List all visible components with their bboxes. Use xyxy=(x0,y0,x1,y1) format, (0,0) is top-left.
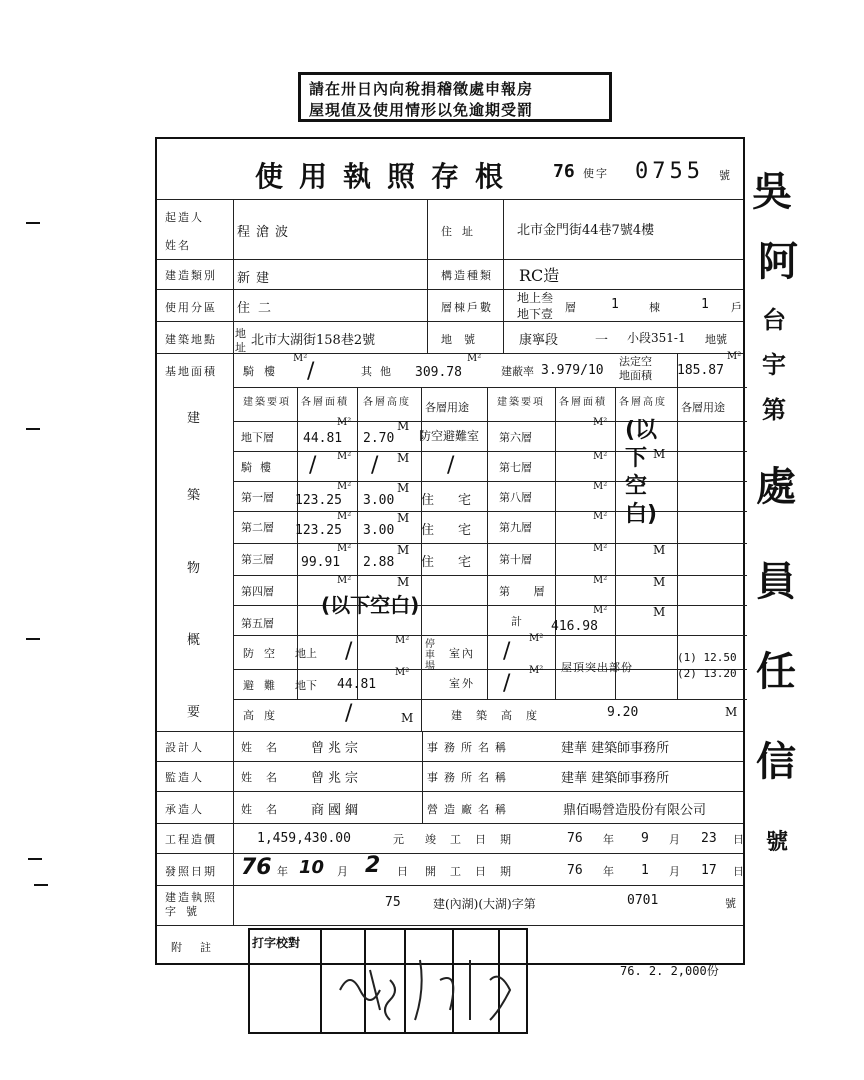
builder-label: 起造人 xyxy=(165,211,204,224)
floor-label: 第二層 xyxy=(241,521,274,534)
issue-month: 10 xyxy=(299,857,325,878)
floor-use: 住宅 xyxy=(421,555,496,570)
floor-label: 地下層 xyxy=(241,431,274,444)
notice-line-1: 請在卅日內向稅捐稽徵處申報房 xyxy=(309,80,534,98)
notice-stamp xyxy=(298,72,612,122)
builder-name: 程滄波 xyxy=(237,225,295,240)
unit-m: M xyxy=(397,451,410,465)
col-area: 各層面積 xyxy=(559,397,607,408)
section-char: 建 xyxy=(187,411,201,426)
margin-mark: 員 xyxy=(756,558,796,605)
floor-label: 第十層 xyxy=(499,553,532,566)
floor-area: 123.25 xyxy=(295,523,342,538)
roof-label: 屋頂突出部份 xyxy=(561,661,633,674)
margin-tick xyxy=(28,858,42,860)
blank-slash: / xyxy=(447,453,455,478)
permit-label: 建造執照 xyxy=(165,891,217,904)
floor-label: 第五層 xyxy=(241,617,274,630)
unit-m: M xyxy=(725,705,738,719)
floor-label: 第六層 xyxy=(499,431,532,444)
unit-m2: M² xyxy=(337,575,352,586)
section-char: 物 xyxy=(187,561,201,576)
unit-m2: M² xyxy=(593,605,608,616)
floors-unit: 層 xyxy=(565,301,578,314)
name-label: 姓名 xyxy=(241,741,291,754)
permit-year-value: 75 xyxy=(385,895,401,910)
unit-m2: M² xyxy=(337,543,352,554)
floor-use: 住宅 xyxy=(421,523,496,538)
floor-label: 第七層 xyxy=(499,461,532,474)
blank-slash: / xyxy=(371,453,379,478)
rule xyxy=(157,259,743,260)
section-char: 概 xyxy=(187,633,201,648)
total-value: 416.98 xyxy=(551,619,598,634)
cost-value: 1,459,430.00 xyxy=(257,831,351,846)
floor-label: 第 層 xyxy=(499,585,555,598)
complete-label: 竣工日期 xyxy=(425,833,525,846)
site-label: 建築地點 xyxy=(165,333,217,346)
floor-label: 第九層 xyxy=(499,521,532,534)
rule xyxy=(487,387,488,699)
complete-year: 76 xyxy=(567,831,583,846)
ymd-label: 年 xyxy=(603,833,616,846)
unit-m: M xyxy=(653,575,666,589)
rule xyxy=(555,387,556,699)
floor-label: 第四層 xyxy=(241,585,274,598)
total-label: 計 xyxy=(511,615,524,628)
permit-number: 0755 xyxy=(635,159,704,184)
rule xyxy=(422,731,423,823)
rule xyxy=(677,353,678,699)
start-year: 76 xyxy=(567,863,583,878)
rule xyxy=(615,387,616,699)
unit-m2: M² xyxy=(593,481,608,492)
unit-m: M xyxy=(401,711,414,725)
address-label: 住址 xyxy=(441,225,483,238)
unit-m: M xyxy=(397,419,410,433)
legal-open-label: 法定空 xyxy=(619,355,652,368)
margin-tick xyxy=(26,222,40,224)
coverage-label: 建蔽率 xyxy=(501,365,534,378)
rule xyxy=(157,791,743,792)
contractor-name: 商國綱 xyxy=(311,803,363,818)
rule xyxy=(157,731,743,732)
ymd-label: 月 xyxy=(669,833,682,846)
unit-m: M xyxy=(653,543,666,557)
floor-label: 第一層 xyxy=(241,491,274,504)
signature-scribbles xyxy=(330,950,520,1030)
supervisor-name: 曾兆宗 xyxy=(311,771,363,786)
complete-month: 9 xyxy=(641,831,649,846)
floor-height: 3.00 xyxy=(363,493,395,508)
rule xyxy=(157,925,743,926)
permit-suffix: 號 xyxy=(719,169,732,182)
rule xyxy=(233,481,747,482)
margin-mark: 阿 xyxy=(758,238,798,285)
supervisor-label: 監造人 xyxy=(165,771,204,784)
rule xyxy=(233,543,747,544)
unit-m: M xyxy=(397,543,410,557)
height-value: 9.20 xyxy=(607,705,639,720)
unit-m2: M² xyxy=(593,451,608,462)
outdoor-label: 室外 xyxy=(449,677,475,690)
floor-label: 第八層 xyxy=(499,491,532,504)
floor-label: 騎樓 xyxy=(241,461,279,474)
blank-slash: / xyxy=(503,671,511,696)
rule xyxy=(357,387,358,699)
floor-area: 99.91 xyxy=(301,555,341,570)
type-label: 建造類別 xyxy=(165,269,217,282)
margin-mark: 吳 xyxy=(752,168,792,215)
blank-note-right: (以下空白) xyxy=(625,418,658,527)
rule xyxy=(233,199,234,925)
builder-name-label: 姓名 xyxy=(165,239,191,252)
buildings-unit: 棟 xyxy=(649,301,662,314)
shelter-label: 防空 xyxy=(243,647,285,660)
arcade-label: 騎樓 xyxy=(243,365,285,378)
margin-mark: 台 xyxy=(762,305,786,334)
unit-m2: M² xyxy=(529,633,544,644)
ymd-label: 月 xyxy=(669,865,682,878)
rule xyxy=(503,199,504,353)
unit-m2: M² xyxy=(337,511,352,522)
other-value: 309.78 xyxy=(415,365,462,380)
margin-mark: 任 xyxy=(756,648,796,695)
rule xyxy=(233,511,747,512)
unit-m2: M² xyxy=(593,417,608,428)
name-label: 姓名 xyxy=(241,803,291,816)
ymd-label: 年 xyxy=(277,865,290,878)
start-day: 17 xyxy=(701,863,717,878)
proof-stamp-label: 打字校對 xyxy=(252,936,301,950)
blank-note-left: (以下空白) xyxy=(321,593,420,617)
blank-slash: / xyxy=(345,639,353,664)
permit-year: 76 xyxy=(553,161,575,182)
ymd-label: 日 xyxy=(397,865,410,878)
rule xyxy=(320,928,322,1034)
unit-m2: M² xyxy=(337,451,352,462)
land-sub: 小段351-1 xyxy=(627,331,686,345)
rule xyxy=(157,321,743,322)
unit-m2: M² xyxy=(593,575,608,586)
rule xyxy=(233,605,747,606)
shelter-label: 高度 xyxy=(243,709,285,722)
margin-mark: 處 xyxy=(756,463,796,510)
blank-slash: / xyxy=(307,359,315,384)
section-char: 要 xyxy=(187,705,201,720)
unit-m2: M² xyxy=(593,511,608,522)
site-sub-1: 地 xyxy=(235,327,248,340)
unit-m: M xyxy=(653,605,666,619)
rule xyxy=(157,823,743,824)
rule xyxy=(233,699,747,700)
units-unit: 戶 xyxy=(731,301,744,314)
unit-m2: M² xyxy=(293,353,308,364)
rule xyxy=(233,421,747,422)
office-label: 事務所名稱 xyxy=(427,741,512,754)
land-label: 地號 xyxy=(441,333,487,346)
cost-label: 工程造價 xyxy=(165,833,217,846)
margin-tick xyxy=(26,428,40,430)
legal-open-label: 地面積 xyxy=(619,369,652,382)
cost-unit: 元 xyxy=(393,833,406,846)
designer-label: 設計人 xyxy=(165,741,204,754)
roof-value-2: (2) 13.20 xyxy=(677,667,737,680)
floor-use: 住宅 xyxy=(421,493,496,508)
rule xyxy=(157,199,743,200)
floor-height: 3.00 xyxy=(363,523,395,538)
section-char: 築 xyxy=(187,488,201,503)
floor-area: 44.81 xyxy=(303,431,343,446)
remarks-label: 附註 xyxy=(171,941,229,954)
address-value: 北市金門街44巷7號4樓 xyxy=(517,223,655,238)
unit-m2: M² xyxy=(467,353,482,364)
above-label: 地上 xyxy=(295,647,317,660)
floor-height: 2.70 xyxy=(363,431,395,446)
margin-mark: 第 xyxy=(762,395,786,424)
rule xyxy=(157,885,743,886)
start-month: 1 xyxy=(641,863,649,878)
start-label: 開工日期 xyxy=(425,865,525,878)
rule xyxy=(233,451,747,452)
margin-mark: 宇 xyxy=(762,350,786,379)
floor-label: 第三層 xyxy=(241,553,274,566)
structure-label: 構造種類 xyxy=(441,269,493,282)
permit-label: 字號 xyxy=(165,905,207,918)
land-section-no: 一 xyxy=(595,333,609,348)
blank-slash: / xyxy=(503,639,511,664)
rule xyxy=(233,635,747,636)
issue-label: 發照日期 xyxy=(165,865,217,878)
issue-day: 2 xyxy=(365,853,381,878)
legal-open-value: 185.87 xyxy=(677,363,724,378)
land-section: 康寧段 xyxy=(519,333,559,348)
use-zone-label: 使用分區 xyxy=(165,301,217,314)
rule xyxy=(233,669,747,670)
permit-char: 使字 xyxy=(583,167,609,180)
rule xyxy=(157,289,743,290)
margin-mark: 號 xyxy=(766,829,789,855)
units-count: 1 xyxy=(701,297,709,312)
contractor-label: 承造人 xyxy=(165,803,204,816)
rule xyxy=(427,199,428,353)
parking-label: 停車場 xyxy=(425,639,437,672)
office-label: 事務所名稱 xyxy=(427,771,512,784)
permit-ref: 0701 xyxy=(627,893,659,908)
designer-name: 曾兆宗 xyxy=(311,741,363,756)
unit-m: M xyxy=(397,481,410,495)
margin-tick xyxy=(34,884,48,886)
blank-slash: / xyxy=(309,453,317,478)
form-title: 使用執照存根 xyxy=(255,160,520,193)
land-suffix: 地號 xyxy=(705,333,727,346)
type-value: 新建 xyxy=(237,271,276,286)
notice-line-2: 屋現值及使用情形以免逾期受罰 xyxy=(309,101,534,119)
col-item: 建築要項 xyxy=(497,397,545,408)
floors-above: 地上叁 xyxy=(517,291,554,305)
unit-m2: M² xyxy=(395,635,410,646)
unit-m2: M² xyxy=(337,417,352,428)
use-zone-value: 住二 xyxy=(237,301,280,316)
unit-m2: M² xyxy=(337,481,352,492)
below-value: 44.81 xyxy=(337,677,377,692)
base-area-label: 基地面積 xyxy=(165,365,217,378)
rule xyxy=(233,387,747,388)
unit-m: M xyxy=(653,447,666,461)
unit-m2: M² xyxy=(529,665,544,676)
permit-form xyxy=(155,137,745,965)
permit-text: 建(內湖)(大湖)字第 xyxy=(433,897,536,911)
name-label: 姓名 xyxy=(241,771,291,784)
structure-value: RC造 xyxy=(519,266,560,285)
col-area: 各層面積 xyxy=(301,397,349,408)
designer-office: 建華 建築師事務所 xyxy=(561,741,670,756)
blank-slash: / xyxy=(345,701,353,726)
floor-height: 2.88 xyxy=(363,555,395,570)
margin-mark: 信 xyxy=(756,738,796,785)
shelter-label: 避難 xyxy=(243,679,285,692)
print-info: 76. 2. 2,000份 xyxy=(620,964,719,978)
other-label: 其他 xyxy=(361,365,399,378)
below-label: 地下 xyxy=(295,679,317,692)
floor-area: 123.25 xyxy=(295,493,342,508)
indoor-label: 室內 xyxy=(449,647,475,660)
unit-m2: M² xyxy=(395,667,410,678)
col-use: 各層用途 xyxy=(425,401,469,414)
ymd-label: 日 xyxy=(733,865,746,878)
col-height: 各層高度 xyxy=(363,397,411,408)
rule xyxy=(233,575,747,576)
floor-use: 防空避難室 xyxy=(419,429,480,443)
issue-year: 76 xyxy=(241,855,272,880)
margin-tick xyxy=(26,638,40,640)
col-item: 建築要項 xyxy=(243,397,291,408)
unit-m: M xyxy=(397,511,410,525)
permit-ref-suffix: 號 xyxy=(725,897,738,910)
buildings-count: 1 xyxy=(611,297,619,312)
ymd-label: 年 xyxy=(603,865,616,878)
col-height: 各層高度 xyxy=(619,397,667,408)
unit-m: M xyxy=(397,575,410,589)
complete-day: 23 xyxy=(701,831,717,846)
rule xyxy=(157,853,743,854)
rule xyxy=(157,761,743,762)
site-address: 北市大湖街158巷2號 xyxy=(251,333,376,348)
floors-below: 地下壹 xyxy=(517,307,554,321)
site-sub-2: 址 xyxy=(235,341,248,354)
unit-m2: M² xyxy=(727,351,742,362)
height-label: 建築高度 xyxy=(451,709,551,722)
unit-m2: M² xyxy=(593,543,608,554)
supervisor-office: 建華 建築師事務所 xyxy=(561,771,670,786)
ymd-label: 月 xyxy=(337,865,350,878)
ymd-label: 日 xyxy=(733,833,746,846)
roof-value-1: (1) 12.50 xyxy=(677,651,737,664)
contractor-company: 鼎佰暘營造股份有限公司 xyxy=(563,803,707,818)
floors-label: 層棟戶數 xyxy=(441,301,493,314)
coverage-value: 3.979/10 xyxy=(541,363,604,378)
factory-label: 營造廠名稱 xyxy=(427,803,512,816)
col-use: 各層用途 xyxy=(681,401,725,414)
